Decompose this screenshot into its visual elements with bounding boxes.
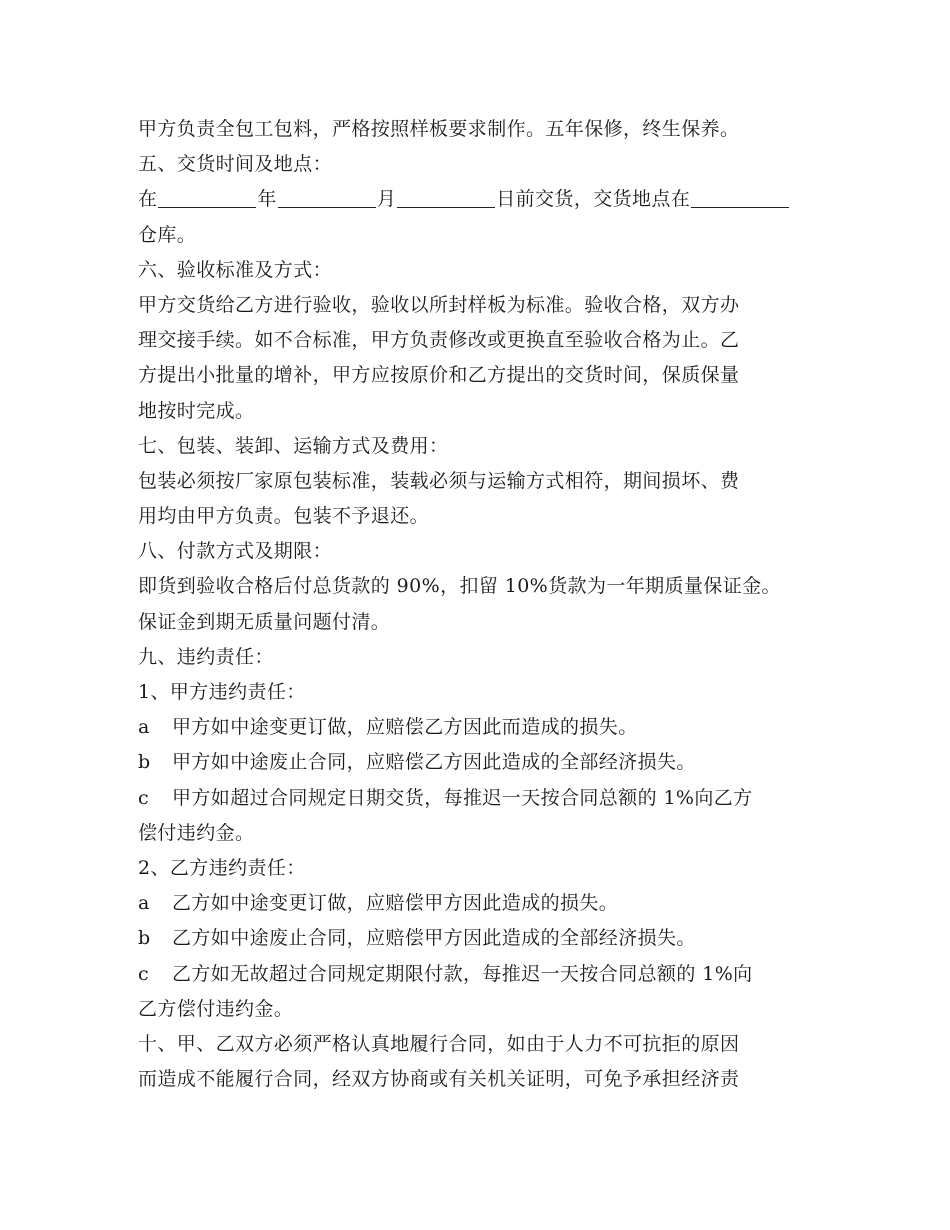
list-item-text: 乙方如中途变更订做，应赔偿甲方因此造成的损失。 xyxy=(172,892,619,915)
document-page xyxy=(138,112,828,1097)
list-item-text: 乙方如无故超过合同规定期限付款，每推迟一天按合同总额的 1%向 xyxy=(172,962,753,985)
list-marker: b xyxy=(138,927,151,950)
text-line: 而造成不能履行合同，经双方协商或有关机关证明，可免予承担经济责 xyxy=(138,1068,740,1091)
delivery-day-suffix: 日前交货，交货地点在 xyxy=(496,188,691,211)
text-line: 2、乙方违约责任： xyxy=(138,856,306,879)
list-item xyxy=(138,921,828,956)
delivery-month: 月 xyxy=(376,188,397,211)
list-item xyxy=(138,710,828,745)
text-line: 十、甲、乙双方必须严格认真地履行合同，如由于人力不可抗拒的原因 xyxy=(138,1032,740,1055)
fill-in-blank xyxy=(158,187,256,208)
text-line: 1、甲方违约责任： xyxy=(138,681,306,703)
fill-in-blank xyxy=(397,187,495,208)
list-item xyxy=(138,886,828,921)
list-item-text: 甲方如中途变更订做，应赔偿乙方因此而造成的损失。 xyxy=(172,716,638,739)
text-line: 理交接手续。如不合标准，甲方负责修改或更换直至验收合格为止。乙 xyxy=(138,329,740,352)
text-line: 九、违约责任： xyxy=(138,645,274,668)
text-line: 地按时完成。 xyxy=(138,399,255,422)
list-item xyxy=(138,781,828,816)
text-line: 即货到验收合格后付总货款的 90%，扣留 10%货款为一年期质量保证金。 xyxy=(138,575,781,598)
text-line: 五、交货时间及地点： xyxy=(138,153,333,176)
list-marker: a xyxy=(138,892,150,915)
delivery-line xyxy=(138,182,828,217)
list-marker: a xyxy=(138,716,150,739)
text-line: 偿付违约金。 xyxy=(138,821,255,844)
list-marker: c xyxy=(138,786,150,809)
text-line: 七、包装、装卸、运输方式及费用： xyxy=(138,434,449,457)
text-line: 包装必须按厂家原包装标准，装载必须与运输方式相符，期间损坏、费 xyxy=(138,469,740,492)
text-line: 甲方负责全包工包料，严格按照样板要求制作。五年保修，终生保养。 xyxy=(138,118,740,140)
list-marker: b xyxy=(138,751,151,774)
list-item xyxy=(138,745,828,780)
text-line: 乙方偿付违约金。 xyxy=(138,997,294,1020)
text-line: 八、付款方式及期限： xyxy=(138,540,333,563)
list-marker: c xyxy=(138,962,150,985)
delivery-prefix: 在 xyxy=(138,188,158,211)
list-item-text: 乙方如中途废止合同，应赔偿甲方因此造成的全部经济损失。 xyxy=(172,927,696,950)
text-line: 六、验收标准及方式： xyxy=(138,258,333,281)
text-line: 甲方交货给乙方进行验收，验收以所封样板为标准。验收合格，双方办 xyxy=(138,293,740,316)
fill-in-blank xyxy=(278,187,376,208)
fill-in-blank xyxy=(691,187,789,208)
delivery-year: 年 xyxy=(257,188,277,211)
list-item-text: 甲方如中途废止合同，应赔偿乙方因此造成的全部经济损失。 xyxy=(172,751,696,774)
list-item-text: 甲方如超过合同规定日期交货，每推迟一天按合同总额的 1%向乙方 xyxy=(172,786,753,809)
text-line: 方提出小批量的增补，甲方应按原价和乙方提出的交货时间，保质保量 xyxy=(138,364,740,387)
text-line: 用均由甲方负责。包装不予退还。 xyxy=(138,505,430,528)
text-line: 保证金到期无质量问题付清。 xyxy=(138,610,391,633)
text-line: 仓库。 xyxy=(138,223,197,246)
list-item xyxy=(138,957,828,992)
